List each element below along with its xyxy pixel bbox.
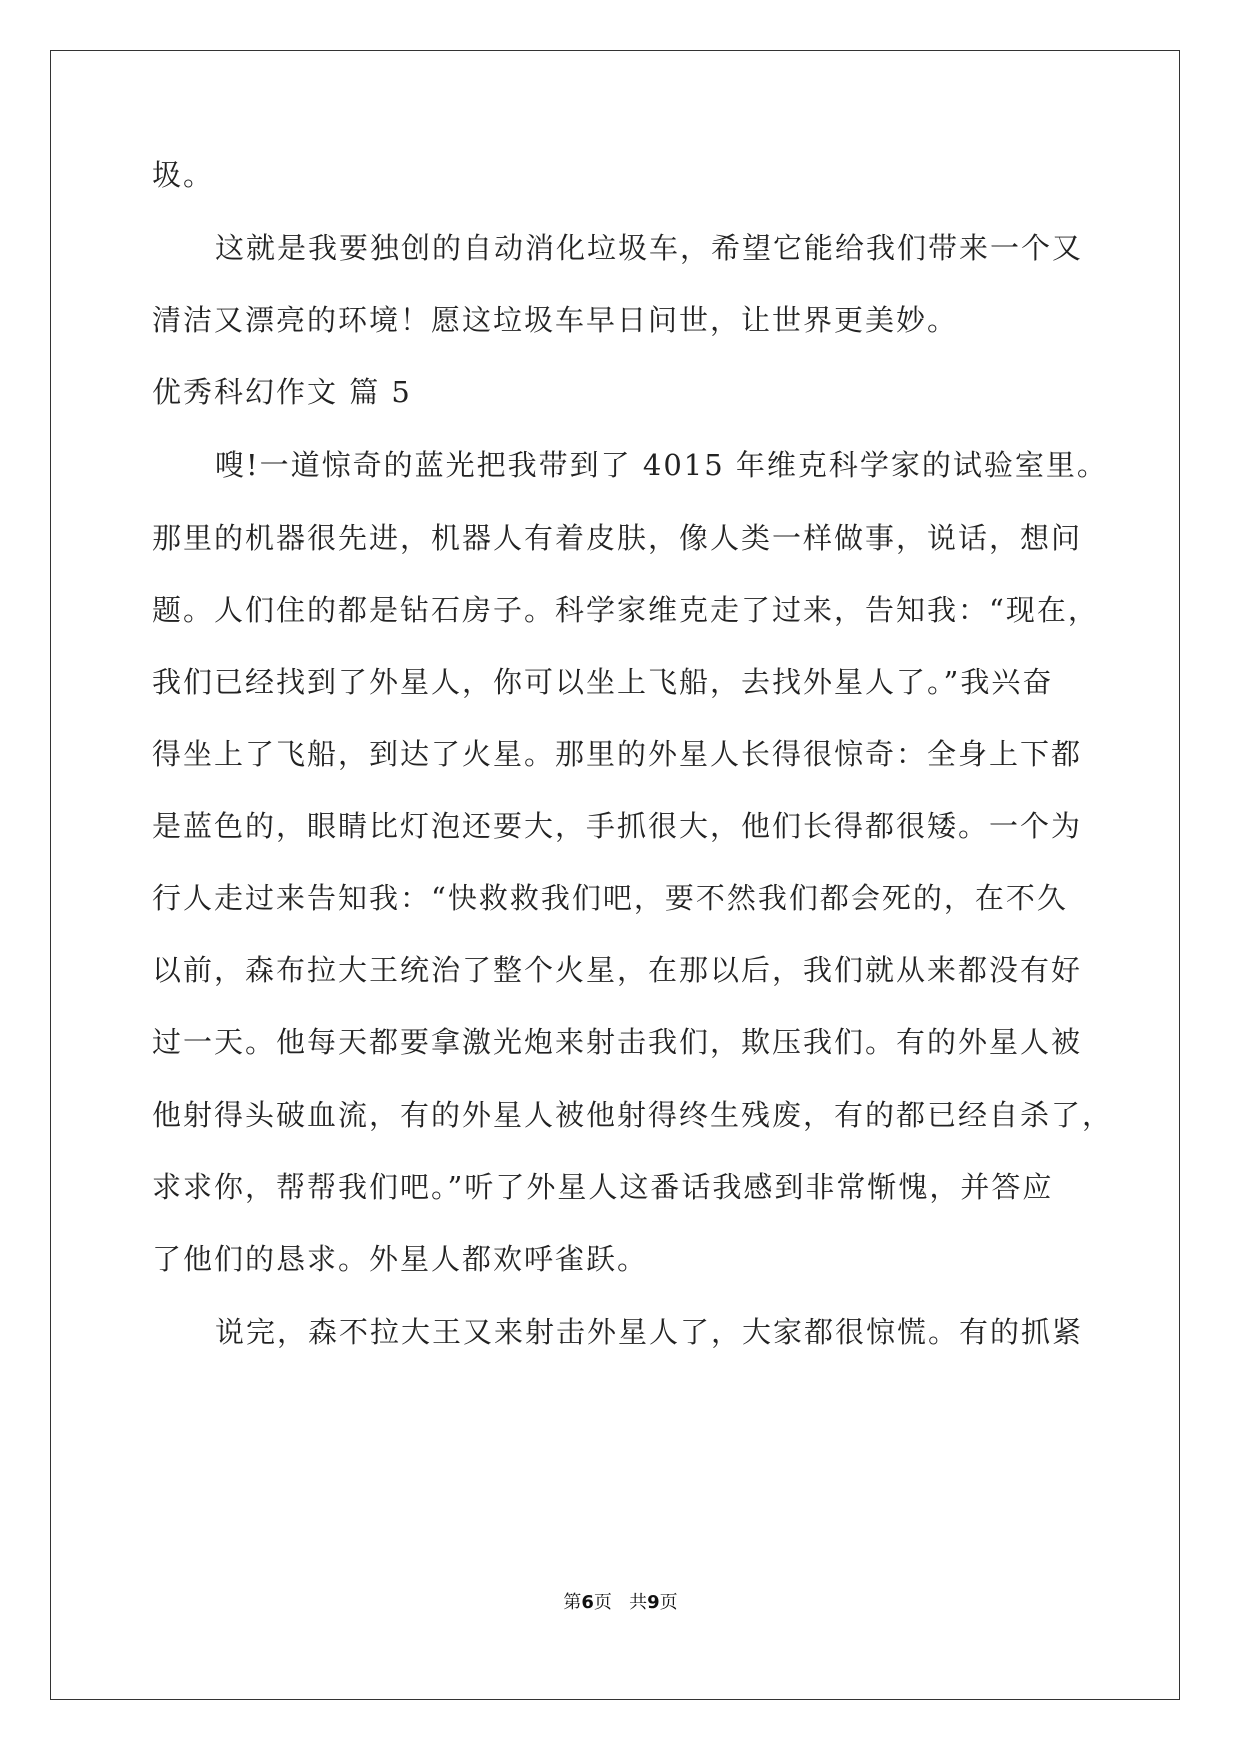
text-line: 说完，森不拉大王又来射击外星人了，大家都很惊慌。有的抓紧: [215, 1315, 1084, 1349]
footer-prefix: 第: [563, 1592, 582, 1613]
text-line: 过一天。他每天都要拿激光炮来射击我们，欺压我们。有的外星人被: [152, 1025, 1083, 1059]
text-line: 我们已经找到了外星人，你可以坐上飞船，去找外星人了。”我兴奋: [152, 665, 1054, 699]
text-line: 行人走过来告知我：“快救救我们吧，要不然我们都会死的，在不久: [152, 881, 1068, 915]
text-line: 这就是我要独创的自动消化垃圾车，希望它能给我们带来一个又: [215, 231, 1084, 265]
page-border: [50, 50, 1180, 1700]
footer-total-suffix: 页: [659, 1592, 678, 1613]
footer-page-number: 6: [581, 1592, 594, 1613]
text-line: 那里的机器很先进，机器人有着皮肤，像人类一样做事，说话，想问: [152, 521, 1083, 555]
text-line: 题。人们住的都是钻石房子。科学家维克走了过来，告知我：“现在，: [152, 593, 1099, 627]
text-line: 以前，森布拉大王统治了整个火星，在那以后，我们就从来都没有好: [152, 953, 1083, 987]
text-line: 是蓝色的，眼睛比灯泡还要大，手抓很大，他们长得都很矮。一个为: [152, 809, 1083, 843]
section-heading: 优秀科幻作文 篇 5: [152, 375, 412, 409]
page-footer: [0, 1588, 1241, 1614]
text-line: 求求你，帮帮我们吧。”听了外星人这番话我感到非常惭愧，并答应: [152, 1170, 1054, 1204]
footer-page-suffix: 页: [593, 1592, 612, 1613]
text-line: 圾。: [152, 158, 215, 192]
text-line: 清洁又漂亮的环境！愿这垃圾车早日问世，让世界更美妙。: [152, 303, 959, 337]
footer-total-prefix: 共: [629, 1592, 648, 1613]
text-line: 了他们的恳求。外星人都欢呼雀跃。: [152, 1242, 649, 1276]
text-line: 得坐上了飞船，到达了火星。那里的外星人长得很惊奇：全身上下都: [152, 737, 1083, 771]
footer-total-pages: 9: [647, 1592, 660, 1613]
text-line: 他射得头破血流，有的外星人被他射得终生残废，有的都已经自杀了，: [152, 1098, 1114, 1132]
text-line: 嗖!一道惊奇的蓝光把我带到了 4015 年维克科学家的试验室里。: [215, 448, 1108, 482]
